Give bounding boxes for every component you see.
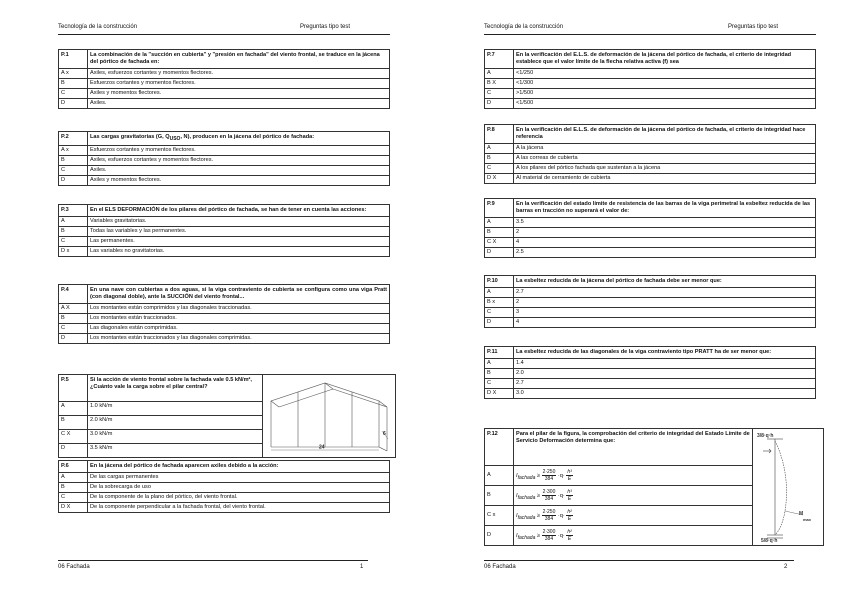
fraction-denominator: 384 bbox=[544, 495, 554, 502]
question-p2 bbox=[58, 131, 390, 186]
option-key: A bbox=[485, 288, 514, 298]
column-bending-diagram bbox=[755, 431, 821, 543]
option-text[interactable]: Axiles, esfuerzos cortantes y momentos flectores. bbox=[88, 156, 390, 166]
question-number: P.12 bbox=[485, 429, 514, 466]
question-text: En la jácena del pórtico de fachada aparecen axiles debido a la acción: bbox=[88, 461, 390, 473]
fraction-numerator: 2·300 bbox=[542, 488, 556, 495]
option-text[interactable]: A los pilares del pórtico fachada que sustentan a la jácena bbox=[514, 164, 816, 174]
option-text[interactable]: Al material de cerramiento de cubierta bbox=[514, 174, 816, 184]
question-number: P.6 bbox=[59, 461, 88, 473]
option-text[interactable]: Esfuerzos cortantes y momentos flectores. bbox=[88, 146, 390, 156]
fraction bbox=[566, 489, 572, 502]
question-p9 bbox=[484, 198, 816, 258]
question-p8 bbox=[484, 124, 816, 184]
option-key: D bbox=[485, 248, 514, 258]
question-p4 bbox=[58, 284, 390, 344]
fraction bbox=[542, 469, 557, 482]
option-text[interactable]: Las permanentes. bbox=[88, 237, 390, 247]
fraction bbox=[542, 529, 557, 542]
question-p10 bbox=[484, 275, 816, 328]
fraction-denominator: 384 bbox=[544, 515, 554, 522]
option-text[interactable]: Los montantes están traccionados y las diagonales comprimidas. bbox=[88, 334, 390, 344]
option-formula[interactable] bbox=[514, 466, 753, 486]
question-text: En una nave con cubiertas a dos aguas, si la viga contraviento de cubierta se configura como una viga Pratt (con diagonal doble), ante la SUCCIÓN del viento frontal... bbox=[88, 285, 390, 304]
option-key: D bbox=[59, 176, 88, 186]
formula-subscript: fachada bbox=[517, 515, 536, 522]
fraction bbox=[542, 509, 557, 522]
option-key: A bbox=[59, 217, 88, 227]
question-p6 bbox=[58, 460, 390, 513]
formula-lhs: I bbox=[516, 472, 518, 479]
fraction bbox=[566, 469, 572, 482]
option-key: D bbox=[59, 99, 88, 109]
question-number: P.3 bbox=[59, 205, 88, 217]
option-key: D bbox=[485, 99, 514, 109]
option-text[interactable]: A las correas de cubierta bbox=[514, 154, 816, 164]
question-text: La combinación de la "succión en cubierta" y "presión en fachada" del viento frontal, se traduce en la jácena del pórtico de fachada en: bbox=[88, 50, 390, 69]
option-text[interactable]: <1/300 bbox=[514, 79, 816, 89]
option-text[interactable]: Axiles, esfuerzos cortantes y momentos flectores. bbox=[88, 69, 390, 79]
formula-operator: ≥ bbox=[536, 492, 540, 499]
option-text[interactable]: Axiles y momentos flectores. bbox=[88, 176, 390, 186]
fraction-numerator: h³ bbox=[567, 488, 572, 495]
option-text[interactable]: 3 bbox=[514, 308, 816, 318]
option-key: B bbox=[59, 314, 88, 324]
formula-operator: ≥ bbox=[536, 532, 540, 539]
option-text[interactable]: 2 bbox=[514, 298, 816, 308]
fraction-numerator: 2·250 bbox=[542, 468, 556, 475]
option-key: B bbox=[59, 483, 88, 493]
option-key: A x bbox=[59, 146, 88, 156]
fraction bbox=[566, 509, 572, 522]
option-key: A bbox=[485, 359, 514, 369]
formula-operator: ≥ bbox=[536, 472, 540, 479]
option-key: A bbox=[485, 218, 514, 228]
option-key: C bbox=[59, 493, 88, 503]
option-text[interactable]: Las diagonales están comprimidas. bbox=[88, 324, 390, 334]
option-text[interactable]: De la componente perpendicular a la fachada frontal, del viento frontal. bbox=[88, 503, 390, 513]
option-text[interactable]: 2.0 bbox=[514, 369, 816, 379]
header-rule bbox=[58, 34, 390, 35]
option-key: C bbox=[485, 89, 514, 99]
option-key: B X bbox=[485, 79, 514, 89]
footer-rule bbox=[58, 560, 368, 561]
option-formula[interactable] bbox=[514, 506, 753, 526]
option-text[interactable]: 2 bbox=[514, 228, 816, 238]
option-key: D bbox=[485, 526, 514, 546]
option-text[interactable]: >1/500 bbox=[514, 89, 816, 99]
option-text[interactable]: Los montantes están comprimidos y las diagonales traccionadas. bbox=[88, 304, 390, 314]
question-p12 bbox=[484, 428, 824, 546]
question-number: P.8 bbox=[485, 125, 514, 144]
question-number: P.7 bbox=[485, 50, 514, 69]
footer-left: 06 Fachada bbox=[58, 564, 90, 570]
option-text[interactable]: 3.0 bbox=[514, 389, 816, 399]
option-formula[interactable] bbox=[514, 486, 753, 506]
formula-q: ·q· bbox=[557, 512, 565, 519]
question-number: P.5 bbox=[59, 375, 88, 402]
fraction-denominator: E bbox=[567, 515, 572, 522]
option-text[interactable]: De las cargas permanentes bbox=[88, 473, 390, 483]
question-p1 bbox=[58, 49, 390, 109]
option-key: B bbox=[59, 227, 88, 237]
option-formula[interactable] bbox=[514, 526, 753, 546]
question-text: Si la acción de viento frontal sobre la fachada vale 0.5 kN/m², ¿Cuánto vale la carga sobre el pilar central? bbox=[88, 375, 263, 402]
formula-subscript: fachada bbox=[517, 495, 536, 502]
footer-left: 06 Fachada bbox=[484, 564, 516, 570]
header-left: Tecnología de la construcción bbox=[484, 24, 564, 30]
question-text-end: , N), producen en la jácena del pórtico de fachada: bbox=[180, 134, 315, 140]
formula-subscript: fachada bbox=[517, 535, 536, 542]
option-key: B bbox=[485, 154, 514, 164]
header-right: Preguntas tipo test bbox=[728, 24, 779, 30]
option-text[interactable]: Axiles. bbox=[88, 166, 390, 176]
fraction-numerator: 2·300 bbox=[542, 528, 556, 535]
option-key: B bbox=[485, 228, 514, 238]
option-key: B x bbox=[485, 298, 514, 308]
dimension-label: 6 bbox=[383, 431, 386, 437]
formula-lhs: I bbox=[516, 532, 518, 539]
dimension-label: 24 bbox=[319, 444, 325, 451]
option-key: A X bbox=[59, 304, 88, 314]
fraction bbox=[542, 489, 557, 502]
option-text[interactable]: <1/250 bbox=[514, 69, 816, 79]
question-text: Para el pilar de la figura, la comprobación del criterio de integridad del Estado Límite de Servicio Deformación determina que: bbox=[514, 429, 753, 466]
reaction-top-label: 3/8·q·h bbox=[757, 433, 774, 439]
moment-label: M bbox=[799, 511, 804, 517]
column-figure bbox=[753, 429, 824, 546]
formula-q: ·q· bbox=[557, 472, 565, 479]
option-text[interactable]: De la sobrecarga de uso bbox=[88, 483, 390, 493]
option-text[interactable]: 3.5 kN/m bbox=[88, 443, 263, 457]
question-number: P.9 bbox=[485, 199, 514, 218]
formula-lhs: I bbox=[516, 492, 518, 499]
formula-lhs: I bbox=[516, 512, 518, 519]
page-number: 2 bbox=[784, 564, 788, 570]
question-text: En el ELS DEFORMACIÓN de los pilares del pórtico de fachada, se han de tener en cuenta las acciones: bbox=[88, 205, 390, 217]
option-text[interactable]: 2.7 bbox=[514, 379, 816, 389]
option-key: B bbox=[485, 486, 514, 506]
option-text[interactable]: 2.5 bbox=[514, 248, 816, 258]
option-key: C bbox=[59, 166, 88, 176]
option-key: A bbox=[59, 473, 88, 483]
question-number: P.10 bbox=[485, 276, 514, 288]
page-number: 1 bbox=[360, 564, 364, 570]
formula-operator: ≥ bbox=[536, 512, 540, 519]
option-text[interactable]: 3.5 bbox=[514, 218, 816, 228]
option-key: B bbox=[59, 415, 88, 429]
option-key: B bbox=[485, 369, 514, 379]
option-text[interactable]: <1/500 bbox=[514, 99, 816, 109]
portal-frame-diagram bbox=[265, 377, 393, 455]
option-text[interactable]: Todas las variables y las permanentes. bbox=[88, 227, 390, 237]
option-key: C X bbox=[485, 238, 514, 248]
subscript: USO bbox=[169, 136, 181, 143]
reaction-bottom-label: 5/8·q·h bbox=[761, 538, 778, 543]
option-text[interactable]: Axiles. bbox=[88, 99, 390, 109]
option-text[interactable]: De la componente de la plano del pórtico, del viento frontal. bbox=[88, 493, 390, 503]
option-text[interactable]: 2.0 kN/m bbox=[88, 415, 263, 429]
option-key: D bbox=[59, 443, 88, 457]
moment-subscript: max bbox=[803, 517, 812, 522]
fraction-denominator: E bbox=[567, 475, 572, 482]
option-key: C x bbox=[485, 506, 514, 526]
option-key: A bbox=[59, 401, 88, 415]
option-key: C X bbox=[59, 429, 88, 443]
option-key: A bbox=[485, 69, 514, 79]
fraction-denominator: E bbox=[567, 535, 572, 542]
option-key: D X bbox=[485, 389, 514, 399]
option-key: C bbox=[59, 237, 88, 247]
question-number: P.1 bbox=[59, 50, 88, 69]
option-key: D bbox=[485, 318, 514, 328]
option-text[interactable]: Axiles y momentos flectores. bbox=[88, 89, 390, 99]
fraction-denominator: 384 bbox=[544, 475, 554, 482]
option-text[interactable]: 2.7 bbox=[514, 288, 816, 298]
frame-figure bbox=[263, 375, 396, 458]
option-key: C bbox=[485, 308, 514, 318]
formula-q: ·q· bbox=[557, 532, 565, 539]
option-key: B bbox=[59, 156, 88, 166]
header-right: Preguntas tipo test bbox=[300, 24, 351, 30]
option-key: D x bbox=[59, 247, 88, 257]
formula-q: ·q· bbox=[557, 492, 565, 499]
fraction-numerator: h³ bbox=[567, 468, 572, 475]
option-key: A x bbox=[59, 69, 88, 79]
option-key: D bbox=[59, 334, 88, 344]
fraction bbox=[566, 529, 572, 542]
question-p11 bbox=[484, 346, 816, 399]
option-key: B bbox=[59, 79, 88, 89]
option-text[interactable]: A la jácena bbox=[514, 144, 816, 154]
option-text[interactable]: 3.0 kN/m bbox=[88, 429, 263, 443]
option-text[interactable]: Variables gravitatorias. bbox=[88, 217, 390, 227]
option-key: D X bbox=[485, 174, 514, 184]
option-key: C bbox=[59, 324, 88, 334]
option-key: A bbox=[485, 466, 514, 486]
fraction-numerator: h² bbox=[567, 528, 572, 535]
question-p5 bbox=[58, 374, 396, 458]
fraction-numerator: 2·250 bbox=[542, 508, 556, 515]
question-text: La esbeltez reducida de las diagonales de la viga contraviento tipo PRATT ha de ser menor que: bbox=[514, 347, 816, 359]
option-key: C bbox=[59, 89, 88, 99]
option-key: D X bbox=[59, 503, 88, 513]
option-text[interactable]: Las variables no gravitatorias. bbox=[88, 247, 390, 257]
option-text[interactable]: 4 bbox=[514, 238, 816, 248]
page-2 bbox=[424, 0, 848, 599]
fraction-denominator: E bbox=[567, 495, 572, 502]
option-text[interactable]: Esfuerzos cortantes y momentos flectores. bbox=[88, 79, 390, 89]
header-rule bbox=[484, 34, 816, 35]
fraction-numerator: h² bbox=[567, 508, 572, 515]
option-text[interactable]: 4 bbox=[514, 318, 816, 328]
question-number: P.2 bbox=[59, 132, 88, 146]
question-text: En la verificación del E.L.S. de deformación de la jácena del pórtico de fachada, el criterio de integridad hace referencia bbox=[514, 125, 816, 144]
option-text[interactable]: 1.0 kN/m bbox=[88, 401, 263, 415]
question-text: En la verificación del E.L.S. de deformación de la jácena del pórtico de fachada, el criterio de integridad establece que el valor límite de la flecha relativa activa (f) sea bbox=[514, 50, 816, 69]
option-text[interactable]: 1.4 bbox=[514, 359, 816, 369]
question-number: P.11 bbox=[485, 347, 514, 359]
question-text: En la verificación del estado límite de resistencia de las barras de la viga perimetral la esbeltez reducida de las barras en tracción no superará el valor de: bbox=[514, 199, 816, 218]
header-left: Tecnología de la construcción bbox=[58, 24, 138, 30]
question-p3 bbox=[58, 204, 390, 257]
footer-rule bbox=[484, 560, 794, 561]
fraction-denominator: 384 bbox=[544, 535, 554, 542]
option-key: A bbox=[485, 144, 514, 154]
question-text-start: Las cargas gravitatorias (G, Q bbox=[90, 134, 170, 140]
question-text bbox=[88, 132, 390, 146]
question-p7 bbox=[484, 49, 816, 109]
option-key: C bbox=[485, 379, 514, 389]
option-key: C bbox=[485, 164, 514, 174]
option-text[interactable]: Los montantes están traccionados. bbox=[88, 314, 390, 324]
formula-subscript: fachada bbox=[517, 475, 536, 482]
question-number: P.4 bbox=[59, 285, 88, 304]
question-text: La esbeltez reducida de la jácena del pórtico de fachada debe ser menor que: bbox=[514, 276, 816, 288]
